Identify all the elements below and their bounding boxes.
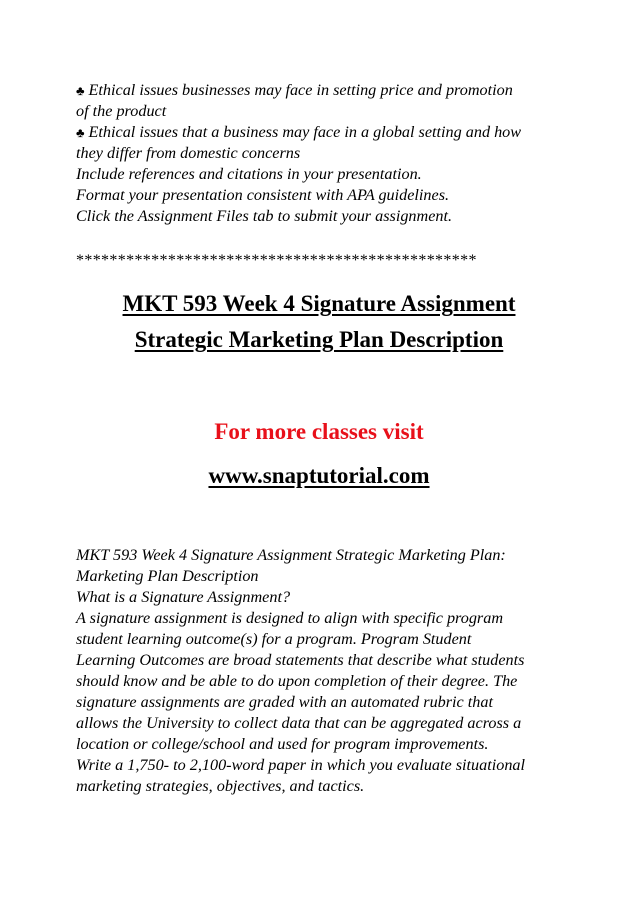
text-line: marketing strategies, objectives, and tactics.	[76, 777, 365, 795]
text-line: should know and be able to do upon completion of their degree. The	[76, 672, 518, 690]
text-line: Click the Assignment Files tab to submit your assignment.	[76, 207, 453, 225]
text-line: Marketing Plan Description	[76, 567, 259, 585]
body-text-block	[76, 545, 576, 797]
text-line: location or college/school and used for program improvements.	[76, 735, 489, 753]
text-line: Write a 1,750- to 2,100-word paper in which you evaluate situational	[76, 756, 526, 774]
asterisk-separator: ************************************************	[76, 252, 477, 269]
text-line: What is a Signature Assignment?	[76, 588, 291, 606]
text-line: A signature assignment is designed to align with specific program	[76, 609, 504, 627]
promo-text: For more classes visit	[214, 419, 424, 444]
club-bullet-icon: ♣	[76, 125, 85, 140]
text-line: signature assignments are graded with an automated rubric that	[76, 693, 493, 711]
text-line: of the product	[76, 102, 167, 120]
text-line: Include references and citations in your presentation.	[76, 165, 422, 183]
bullet-item: ♣ Ethical issues that a business may face in a global setting and how	[76, 123, 522, 141]
page-title-line1: MKT 593 Week 4 Signature Assignment	[122, 291, 516, 316]
text-line: student learning outcome(s) for a program. Program Student	[76, 630, 472, 648]
text-line: they differ from domestic concerns	[76, 144, 301, 162]
club-bullet-icon: ♣	[76, 83, 85, 98]
intro-text-block	[76, 80, 576, 227]
text-line: Learning Outcomes are broad statements that describe what students	[76, 651, 525, 669]
text-line: allows the University to collect data that can be aggregated across a	[76, 714, 522, 732]
bullet-item: ♣ Ethical issues businesses may face in setting price and promotion	[76, 81, 513, 99]
promo-link[interactable]: www.snaptutorial.com	[208, 463, 430, 488]
text-line: Format your presentation consistent with APA guidelines.	[76, 186, 450, 204]
page-title-line2: Strategic Marketing Plan Description	[134, 327, 504, 352]
text-line: MKT 593 Week 4 Signature Assignment Strategic Marketing Plan:	[76, 546, 506, 564]
